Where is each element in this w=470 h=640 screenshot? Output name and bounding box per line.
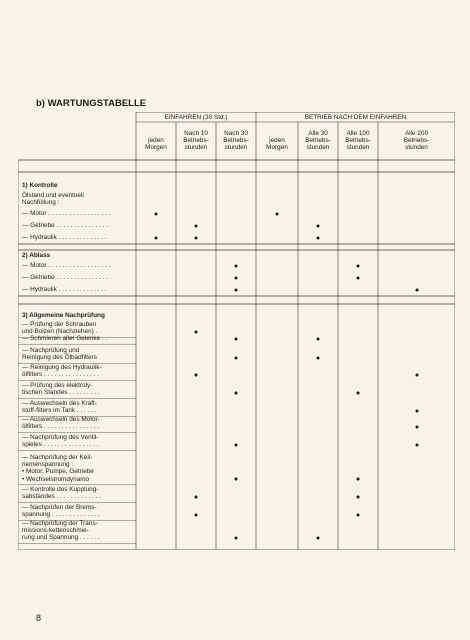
column-header: Nach 30 Betriebs- stunden [223, 130, 249, 152]
maintenance-mark [415, 425, 418, 428]
maintenance-mark [235, 478, 238, 481]
row-label: — Nachprüfung des Ventil- spieles . . . . . . . . . . . . . . . . [22, 434, 99, 449]
row-label: — Hydraulik . . . . . . . . . . . . . . [22, 286, 107, 293]
row-label: — Nachprüfung und Reinigung des Ölbadfilters [22, 347, 97, 362]
group-header-betrieb: BETRIEB NACH DEM EINFAHREN [304, 114, 407, 121]
maintenance-mark [276, 212, 279, 215]
maintenance-mark [195, 236, 198, 239]
maintenance-mark [155, 212, 158, 215]
maintenance-mark [195, 495, 198, 498]
maintenance-mark [317, 356, 320, 359]
maintenance-mark [317, 337, 320, 340]
column-header: jeden Morgen [145, 136, 167, 151]
maintenance-mark [235, 443, 238, 446]
maintenance-mark [357, 391, 360, 394]
row-label: — Nachprüfung der Keil- riemenspannung : • Motor, Pumpe, Getriebe • Wechselstromdynamo [22, 454, 94, 483]
section-title: 1) Kontrolle [22, 182, 58, 189]
group-header-einfahren: EINFAHREN (30 Std.) [164, 114, 228, 121]
maintenance-mark [317, 537, 320, 540]
maintenance-mark [415, 373, 418, 376]
row-label: — Schmieren aller Gelenke . . [22, 335, 108, 342]
maintenance-mark [195, 513, 198, 516]
section-subtitle: Ölstand und eventuell Nachfüllung : [22, 192, 84, 207]
maintenance-mark [357, 276, 360, 279]
maintenance-mark [235, 264, 238, 267]
row-label: — Getriebe . . . . . . . . . . . . . . . [22, 274, 108, 281]
section-title: 2) Ablass [22, 252, 51, 259]
maintenance-table [18, 112, 455, 550]
maintenance-mark [415, 409, 418, 412]
row-label: — Motor . . . . . . . . . . . . . . . . . . [22, 210, 111, 217]
maintenance-mark [235, 288, 238, 291]
column-header: Alle 200 Betriebs- stunden [403, 130, 430, 152]
row-label: — Kontrolle des Kupplung- sabstandes . . . . . . . . . . . . . [22, 486, 101, 501]
row-label: — Getriebe . . . . . . . . . . . . . . . [22, 222, 108, 229]
maintenance-mark [415, 443, 418, 446]
maintenance-mark [317, 224, 320, 227]
maintenance-mark [195, 330, 198, 333]
maintenance-mark [357, 478, 360, 481]
section-title: 3) Allgemeine Nachprüfung [22, 312, 105, 319]
maintenance-mark [235, 276, 238, 279]
column-header: Nach 10 Betriebs- stunden [183, 130, 209, 152]
column-header: Alle 100 Betriebs- stunden [345, 130, 371, 152]
row-label: — Nachprüfen der Brems- spannung . . . . . . . . . . . . . . [22, 504, 100, 519]
row-label: — Motor . . . . . . . . . . . . . . . . . . [22, 262, 111, 269]
maintenance-mark [357, 495, 360, 498]
row-label: — Nachprüfung der Trans- missions-kettenschmie- rung und Spannung . . . . . . [22, 520, 100, 542]
table-title: b) WARTUNGSTABELLE [36, 98, 147, 109]
maintenance-mark [415, 288, 418, 291]
row-label: — Prüfung des elektroly- tischen Standes . . . . . . . . . [22, 382, 100, 397]
row-label: — Auswechseln des Motor- ölfilters . . . . . . . . . . . . . . . . [22, 416, 100, 431]
maintenance-mark [155, 236, 158, 239]
maintenance-mark [235, 337, 238, 340]
column-header: jeden Morgen [266, 136, 288, 151]
maintenance-mark [235, 391, 238, 394]
page-number: 8 [36, 613, 42, 623]
row-label: — Reinigung des Hydraulik- ölfilters . . . . . . . . . . . . . . . . [22, 364, 102, 379]
row-label: — Prüfung der Schrauben und Bolzen (Nachziehen) . [22, 321, 98, 336]
maintenance-mark [195, 373, 198, 376]
maintenance-mark [195, 224, 198, 227]
row-label: — Hydraulik . . . . . . . . . . . . . . [22, 234, 107, 241]
maintenance-mark [357, 513, 360, 516]
maintenance-mark [235, 537, 238, 540]
maintenance-mark [235, 356, 238, 359]
maintenance-mark [317, 236, 320, 239]
maintenance-mark [357, 264, 360, 267]
column-header: Alle 30 Betriebs- stunden [305, 130, 331, 152]
row-label: — Auswechseln des Kraft- stoff-filters im Tank . . . . . . [22, 400, 97, 415]
